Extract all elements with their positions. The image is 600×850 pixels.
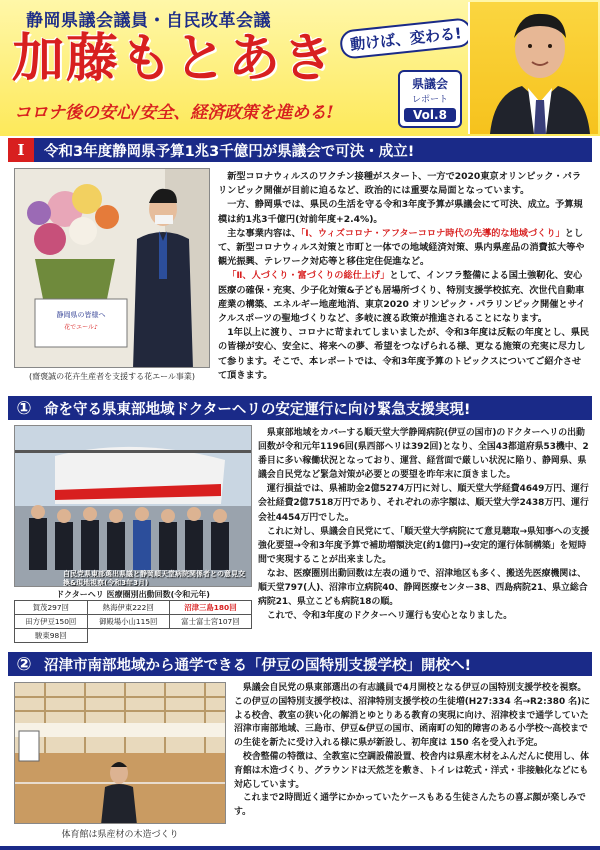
table-cell: 田方伊豆150回 bbox=[15, 615, 88, 629]
section-1-paragraph: 新型コロナウィルスのワクチン接種がスタート、一方で2020東京オリンピック・パラリンピック開催が目前に迫るなど、政治的には重要な局面となっています。 bbox=[218, 171, 582, 197]
heli-dispatch-table bbox=[14, 600, 252, 643]
gymnasium-photo-caption: 体育館は県産材の木造づくり bbox=[61, 830, 179, 840]
section-2-paragraph: 運行損益では、県補助金2億5274万円に対し、順天堂大学経費4649万円、運行会社経費2億7518万円であり、それぞれの赤字額は、順天堂大学2438万円、運行会社4454万円でした。 bbox=[258, 484, 589, 523]
doctor-heli-photo bbox=[14, 425, 252, 587]
table-cell: 沼津三島180回 bbox=[169, 601, 251, 615]
section-3-title: 沼津市南部地域から通学できる「伊豆の国特別支援学校」開校へ! bbox=[44, 657, 472, 674]
section-3-paragraph: 県議会自民党の県東部選出の有志議員で4月開校となる伊豆の国特別支援学校を視察。この伊豆の国特別支援学校は、沼津特別支援学校の生徒増(H27:334 名→R2:380 名)による校舎、教室の狭い化の解消とゆとりある教育の実現に向け、沼津校まで通学していた沼津市南部地域、三島市、伊豆&伊豆の国市、函南町の知的障害のある小学校〜高校までの生徒を新たに受け入れる様に県が新設し、初年度は 150 名を受入れ予定。 bbox=[234, 683, 591, 749]
slogan-bubble: 動けば、変わる! bbox=[339, 17, 473, 60]
table-cell: 駿東98回 bbox=[15, 629, 88, 643]
section-2-paragraph: これに対し、県議会自民党にて、「順天堂大学病院にて意見聴取→県知事への支援強化要望→令和3年度予算で補助増額決定(約1億円)→安定的運行体制構築」を短時間で実現することが出来ました。 bbox=[258, 526, 590, 565]
section-2-header bbox=[8, 396, 592, 420]
section-1-body bbox=[218, 170, 590, 383]
gymnasium-photo bbox=[14, 682, 226, 824]
section-2-title: 命を守る県東部地域ドクターヘリの安定運行に向け緊急支援実現! bbox=[44, 401, 471, 418]
photo-sign-text: 静岡県の皆様へ bbox=[56, 311, 106, 319]
svg-text:花でエール♪: 花でエール♪ bbox=[64, 324, 98, 331]
section-1-title: 令和3年度静岡県予算1兆3千億円が県議会で可決・成立! bbox=[44, 143, 415, 160]
table-cell: 賀茂297回 bbox=[15, 601, 88, 615]
section-2-paragraph: なお、医療圏別出動回数は左表の通りで、沼津地区も多く、搬送先医療機関は、順天堂797(人)、沼津市立病院40、静岡医療センター38、西島病院21、県立総合病院21、県立こども病院18の順。 bbox=[258, 568, 588, 608]
table-cell bbox=[87, 629, 169, 643]
report-header bbox=[0, 0, 600, 136]
section-1-paragraph: 1年以上に渡り、コロナに苛まれてしまいましたが、令和3年度は反転の年度とし、県民の皆様が安心、安全に、将来への夢、希望をつなげられる様、更なる施策の充実に尽力して参ります。そこで、本レポートでは、令和3年度予算のトピックスについてご紹介させて頂きます。 bbox=[218, 327, 590, 381]
section-3-paragraph: これまで2時間近く通学にかかっていたケースもある生徒さんたちの喜ぶ顔が楽しみです。 bbox=[234, 793, 586, 818]
politician-name: 加藤もとあき bbox=[12, 29, 337, 89]
table-cell: 富士富士宮107回 bbox=[169, 615, 251, 629]
section-3-body bbox=[234, 682, 592, 820]
table-cell: 熱海伊東222回 bbox=[87, 601, 169, 615]
table-row bbox=[15, 629, 252, 643]
footer-strip bbox=[0, 846, 600, 850]
section-2-number: ① bbox=[16, 397, 32, 419]
section-1-paragraph: 主な事業内容は、「Ⅰ、ウィズコロナ・アフターコロナ時代の先導的な地域づくり」として、新型コロナウィルス対策と市町と一体での地域経済対策、県内県産品の消費拡大等や観光振興、テレワーク対応等と移住定住促進など。 bbox=[218, 227, 585, 268]
section-1-number: Ⅰ bbox=[8, 138, 34, 162]
flower-photo-caption: (齋褒誠の花卉生産者を支援する花エール事業) bbox=[28, 372, 196, 381]
badge-line2: レポート bbox=[411, 95, 448, 105]
section-3-paragraph: 校舎整備の特徴は、全教室に空調設備設置、校舎内は県産木材をふんだんに使用し、体育館は木造づくり、グラウンドは天然芝を敷き、トイレは乾式・洋式・非接触化などにも対応しています。 bbox=[234, 751, 590, 790]
badge-volume: Vol.8 bbox=[404, 108, 456, 122]
tagline: コロナ後の安心/安全、経済政策を進める! bbox=[14, 103, 334, 123]
flower-project-photo bbox=[14, 168, 210, 368]
highlighted-policy-phrase: 「Ⅱ、人づくり・富づくりの総仕上げ」 bbox=[227, 270, 390, 282]
section-1-paragraph: 「Ⅱ、人づくり・富づくりの総仕上げ」として、インフラ整備による国土強靭化、安心医療の確保・充実、少子化対策&子ども居場所づくり、特別支援学校拡充、次世代自動車産業の構築、エネルギー地産地消、東京2020 オリンピック・パラリンピック開催とサイクルスポーツの聖地づくりなど、多岐に渡る政策が推進されることになります。 bbox=[218, 270, 586, 325]
section-2-paragraph: これで、令和3年度のドクターヘリ運行も安心となりました。 bbox=[266, 611, 513, 622]
table-cell: 御殿場小山115回 bbox=[87, 615, 169, 629]
heli-table-title: ドクターヘリ 医療圏別出動回数(令和元年) bbox=[56, 590, 210, 599]
affiliation-title: 静岡県議会議員・自民改革会議 bbox=[26, 11, 271, 31]
section-2-body bbox=[258, 426, 592, 623]
section-3-number: ② bbox=[16, 653, 32, 675]
section-1-paragraph: 一方、静岡県では、県民の生活を守る令和3年度予算が県議会にて可決、成立。予算規模は約1兆3千億円(対前年度+2.4%)。 bbox=[218, 199, 583, 225]
section-1-header bbox=[8, 138, 592, 162]
table-cell bbox=[169, 629, 251, 643]
badge-line1: 県議会 bbox=[411, 77, 448, 91]
politician-portrait bbox=[468, 2, 598, 134]
table-row bbox=[15, 601, 252, 615]
section-2-paragraph: 県東部地域をカバーする順天堂大学静岡病院(伊豆の国市)のドクターヘリの出動回数が令和元年1196回(県西部ヘリは392回)となり、全国43都道府県53機中、2番目に多い稼働状況となっており、運営、経営面で厳しい状況に陥り、静岡県、県議会自民党など緊急対策が必要との要望を昨年末に頂きました。 bbox=[258, 428, 589, 481]
table-row bbox=[15, 615, 252, 629]
heli-photo-caption: 自民党県東部選出県議と静岡順天堂病院関係者との意見交換&現地視察(令和3年3月) bbox=[63, 570, 245, 587]
section-3-header bbox=[8, 652, 592, 676]
highlighted-policy-phrase: 「Ⅰ、ウィズコロナ・アフターコロナ時代の先導的な地域づくり」 bbox=[300, 227, 565, 239]
report-badge bbox=[398, 70, 462, 128]
